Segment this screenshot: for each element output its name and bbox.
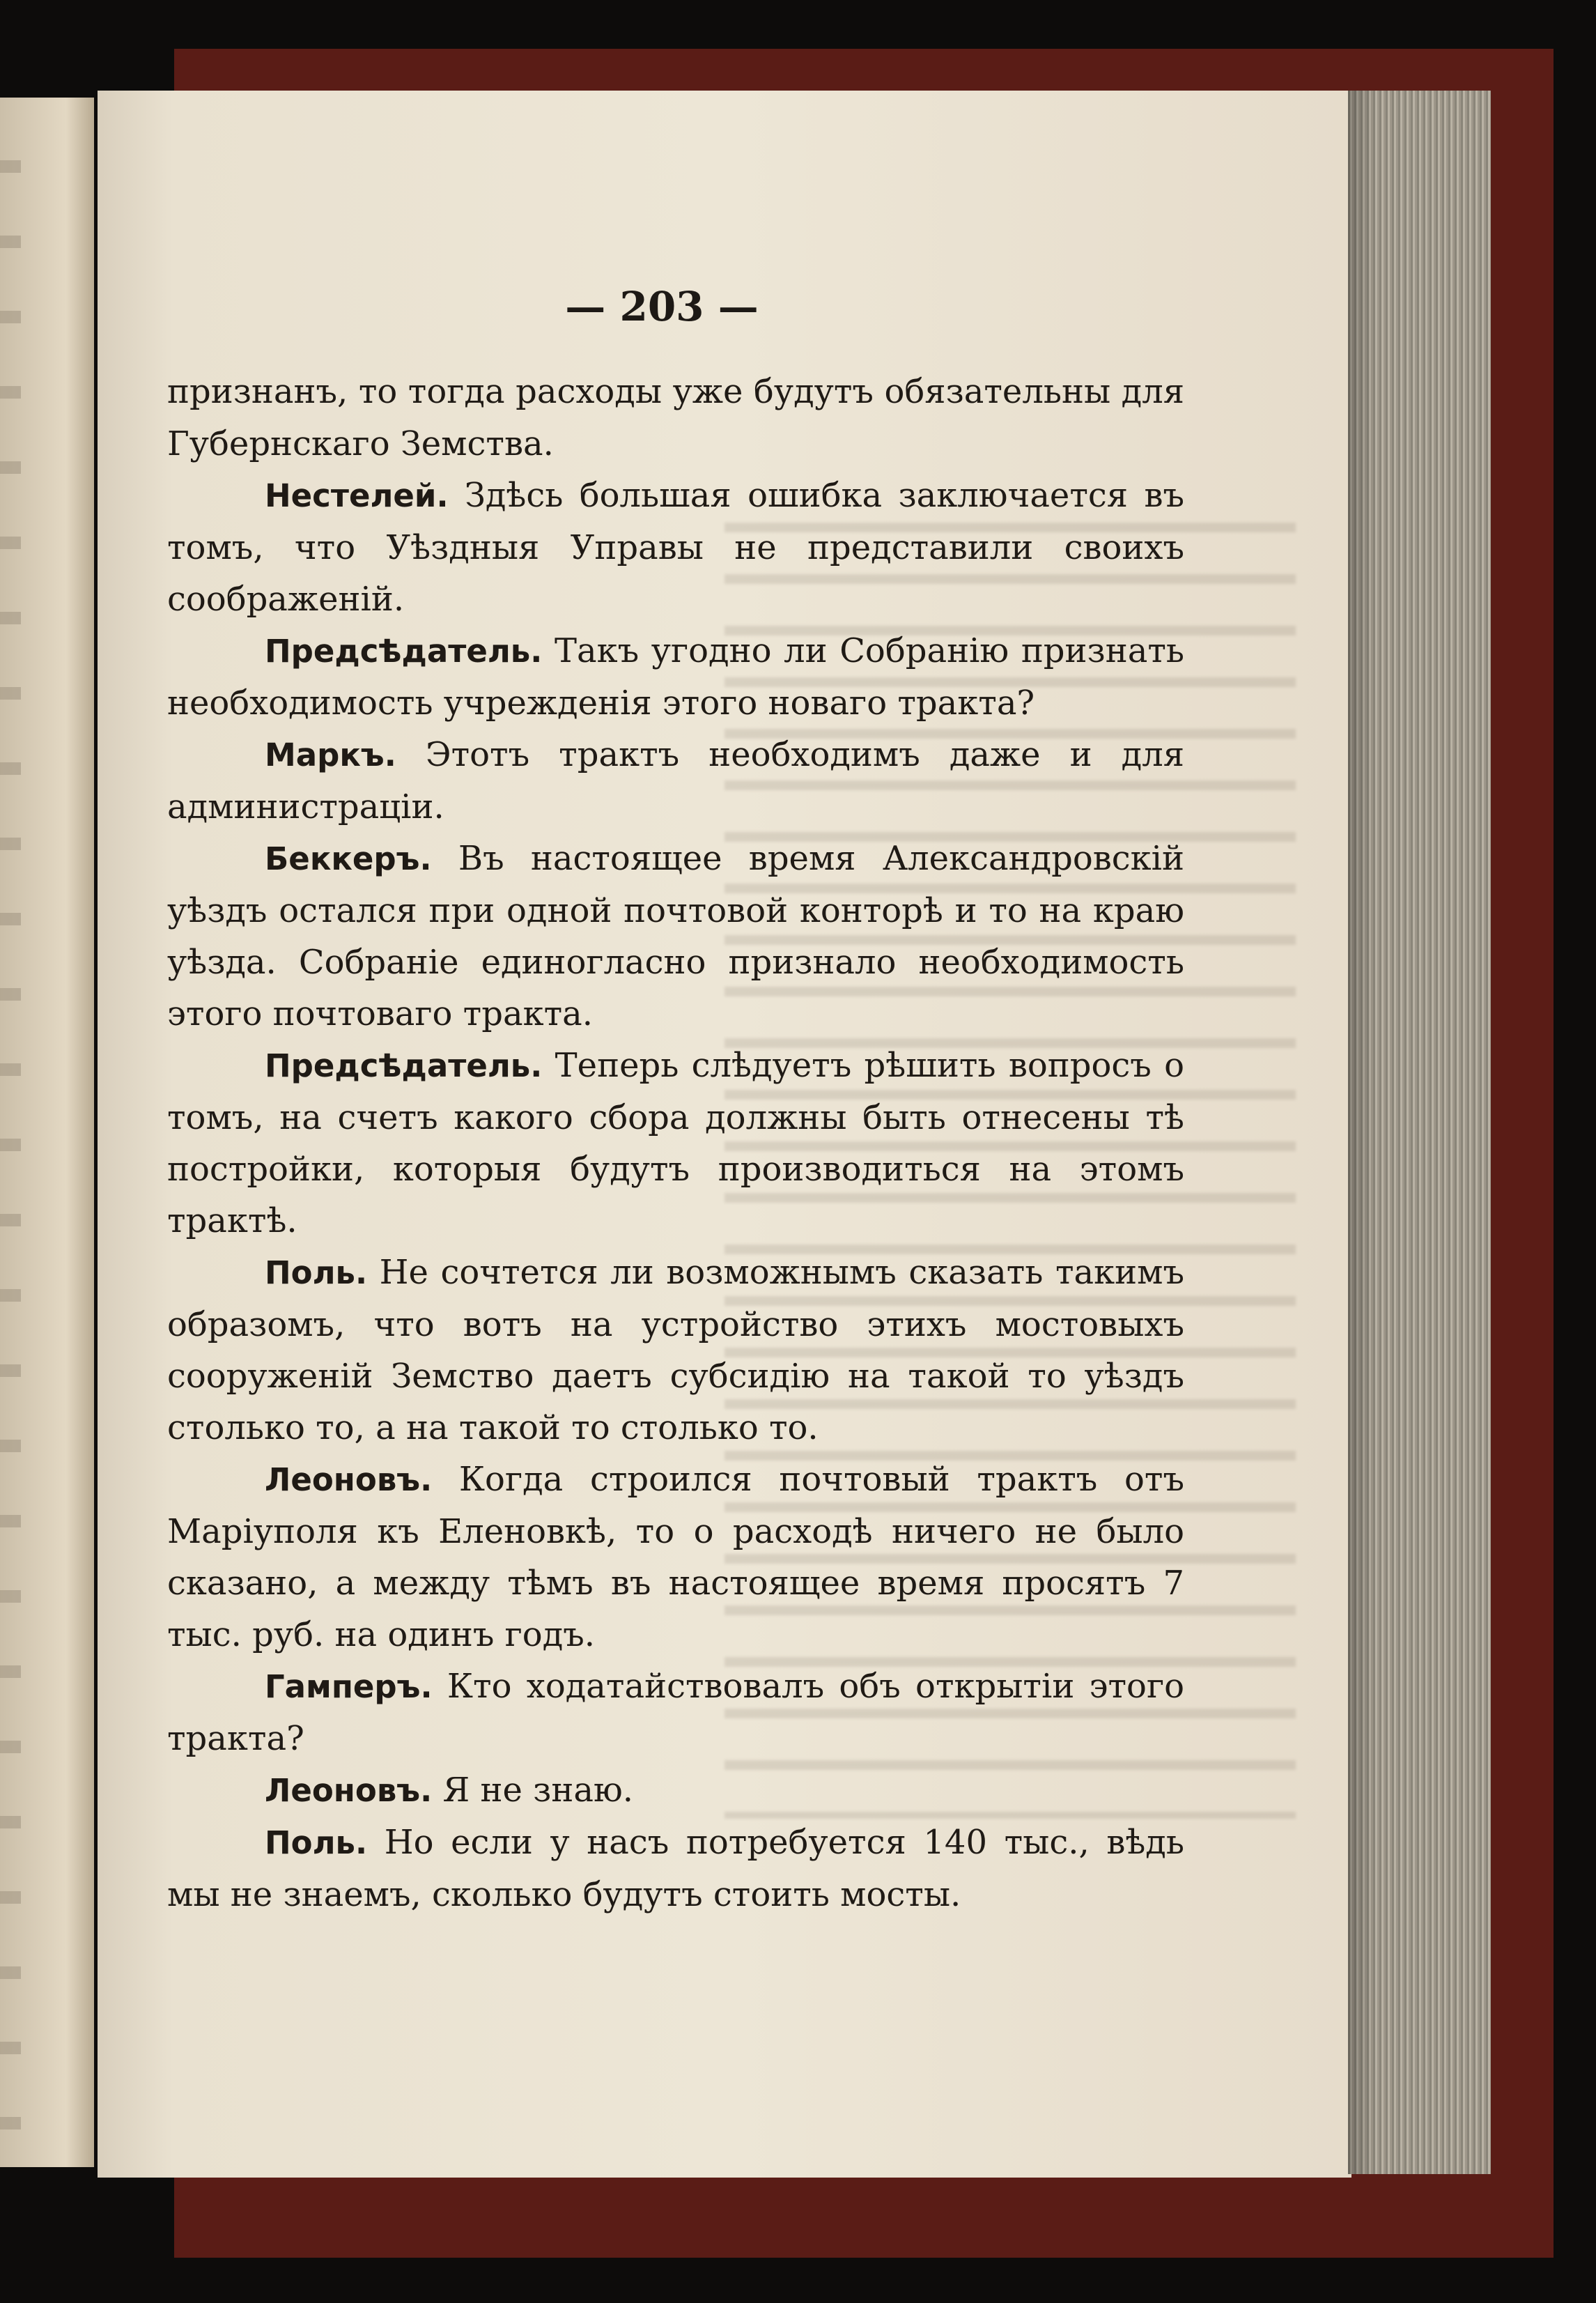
paragraph-text: Въ настоящее время Александровскій уѣздъ остался при одной почтовой конторѣ и то на краю уѣзда. Собраніе единогласно признало необходимость этого почтоваго тракта. [167, 839, 1184, 1033]
paragraph-text: Этотъ трактъ необходимъ даже и для администраціи. [167, 735, 1184, 826]
paragraph [167, 1454, 1184, 1661]
speaker-name: Нестелей. [265, 477, 449, 514]
speaker-name: Поль. [265, 1824, 368, 1861]
speaker-name: Леоновъ. [265, 1772, 433, 1809]
page-number: — 203 — [565, 283, 759, 330]
paragraph [167, 729, 1184, 833]
speaker-name: Гамперъ. [265, 1668, 433, 1705]
paragraph-text: Не сочтется ли возможнымъ сказать такимъ образомъ, что вотъ на устройство этихъ мостовыхъ сооруженій Земство даетъ субсидію на такой то уѣздъ столько то, а на такой то столько то. [167, 1253, 1184, 1447]
paragraph-text: Но если у насъ потребуется 140 тыс., вѣдь мы не знаемъ, сколько будутъ стоить мосты. [167, 1823, 1184, 1914]
paragraph-text: Здѣсь большая ошибка заключается въ томъ, что Уѣздныя Управы не представили своихъ соображеній. [167, 476, 1184, 619]
paragraph [167, 1661, 1184, 1764]
paragraph-text: признанъ, то тогда расходы уже будутъ обязательны для Губернскаго Земства. [167, 372, 1184, 463]
paragraph-text: Я не знаю. [442, 1771, 633, 1810]
paragraph-text: Когда строился почтовый трактъ отъ Маріуполя къ Еленовкѣ, то о расходѣ ничего не было сказано, а между тѣмъ въ настоящее время просятъ 7 тыс. руб. на одинъ годъ. [167, 1460, 1184, 1654]
speaker-name: Маркъ. [265, 737, 396, 773]
paragraph [167, 1764, 1184, 1817]
paragraph [167, 833, 1184, 1040]
paragraph [167, 1817, 1184, 1920]
speaker-name: Беккеръ. [265, 840, 432, 877]
paragraph [167, 625, 1184, 729]
speaker-name: Предсѣдатель. [265, 1047, 543, 1084]
paragraph [167, 470, 1184, 625]
paragraph [167, 1040, 1184, 1247]
paragraph [167, 366, 1184, 470]
speaker-name: Предсѣдатель. [265, 633, 543, 670]
paragraph [167, 1247, 1184, 1454]
page-text [167, 366, 1184, 1920]
paragraph-text: Такъ угодно ли Собранію признать необходимость учрежденія этого новаго тракта? [167, 631, 1185, 723]
paragraph-text: Теперь слѣдуетъ рѣшить вопросъ о томъ, на счетъ какого сбора должны быть отнесены тѣ постройки, которыя будутъ производиться на этомъ трактѣ. [167, 1046, 1184, 1240]
left-page-text-fragments [0, 98, 21, 2167]
speaker-name: Леоновъ. [265, 1461, 433, 1498]
page-edge-shadow [1348, 91, 1376, 2174]
speaker-name: Поль. [265, 1254, 368, 1291]
paragraph-text: Кто ходатайствовалъ объ открытіи этого тракта? [167, 1667, 1185, 1758]
